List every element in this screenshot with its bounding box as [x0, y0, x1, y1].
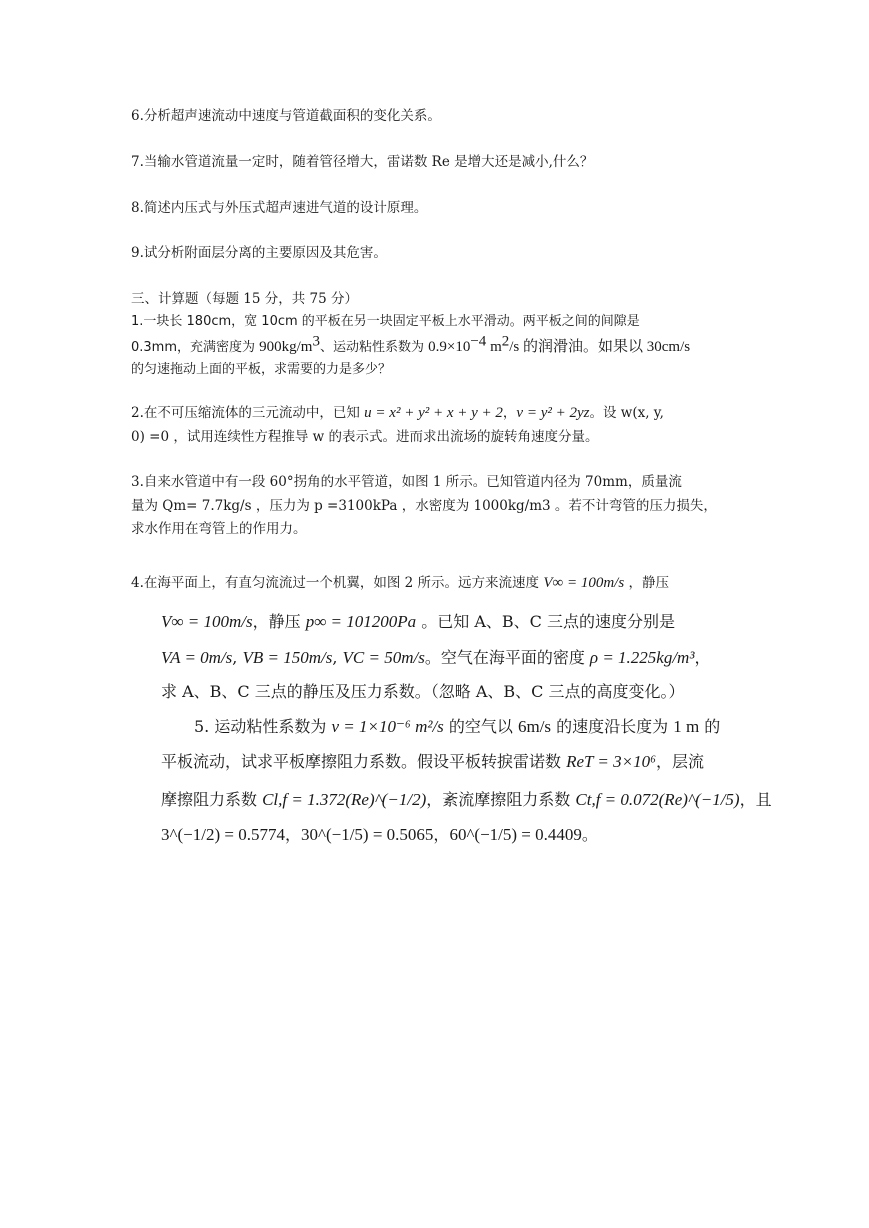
calc-4-line-3: VA = 0m/s, VB = 150m/s, VC = 50m/s。空气在海平面的密度 ρ = 1.225kg/m³， [161, 648, 711, 667]
calc-4-line-1: 4.在海平面上，有直匀流流过一个机翼，如图 2 所示。远方来流速度 V∞ = 100m/s ，静压 [131, 575, 669, 591]
calc-1-line-1: 1.一块长 180cm，宽 10cm 的平板在另一块固定平板上水平滑动。两平板之间的间隙是 [131, 314, 640, 329]
equation-u: u = x² + y² + x + y + 2 [364, 405, 503, 421]
question-9: 9.试分析附面层分离的主要原因及其危害。 [131, 245, 387, 261]
calc-4-line-4: 求 A、B、C 三点的静压及压力系数。（忽略 A、B、C 三点的高度变化。） [161, 682, 685, 701]
calc-5-line-4: 3^(−1/2) = 0.5774，30^(−1/5) = 0.5065，60^(−1/5) = 0.4409。 [161, 825, 598, 844]
calc-3-line-2: 量为 Qm= 7.7kg/s ，压力为 p =3100kPa ，水密度为 1000kg/m3 。若不计弯管的压力损失， [131, 498, 717, 514]
calc-5-line-3: 摩擦阻力系数 Cl,f = 1.372(Re)^(−1/2)，紊流摩擦阻力系数 Ct,f = 0.072(Re)^(−1/5)，且 [161, 790, 772, 809]
calc-3-line-1: 3.自来水管道中有一段 60°拐角的水平管道，如图 1 所示。已知管道内径为 70mm，质量流 [131, 474, 682, 490]
calc-3-line-3: 求水作用在弯管上的作用力。 [131, 521, 307, 537]
section-3-heading: 三、计算题（每题 15 分，共 75 分） [131, 291, 359, 307]
question-7: 7.当输水管道流量一定时，随着管径增大，雷诺数 Re 是增大还是减小,什么？ [131, 154, 594, 170]
calc-1-line-2: 0.3mm，充满密度为 $900kg/m^3$、运动粘性系数为 $0.9\times 10^{-4}$ $m^2/s$ 的润滑油。如果以 30cm/s [131, 333, 691, 355]
calc-5-line-2: 平板流动，试求平板摩擦阻力系数。假设平板转捩雷诺数 ReT = 3×10⁶，层流 [161, 752, 705, 771]
question-6: 6.分析超声速流动中速度与管道截面积的变化关系。 [131, 108, 441, 124]
calc-2-line-2: 0) =0 ，试用连续性方程推导 w 的表示式。进而求出流场的旋转角速度分量。 [131, 429, 599, 445]
equation-v: v = y² + 2yz [516, 405, 590, 421]
calc-1-line-3: 的匀速拖动上面的平板，求需要的力是多少？ [131, 362, 392, 377]
calc-2-line-1: 2.在不可压缩流体的三元流动中，已知 u = x² + y² + x + y + 2，v = y² + 2yz。设 w(x, y, [131, 405, 664, 421]
question-8: 8.简述内压式与外压式超声速进气道的设计原理。 [131, 200, 428, 216]
calc-4-line-2: V∞ = 100m/s，静压 p∞ = 101200Pa 。已知 A、B、C 三点的速度分别是 [161, 612, 675, 631]
calc-5-line-1: 5. 运动粘性系数为 ν = 1×10⁻⁶ m²/s 的空气以 6m/s 的速度沿长度为 1 m 的 [194, 717, 721, 736]
